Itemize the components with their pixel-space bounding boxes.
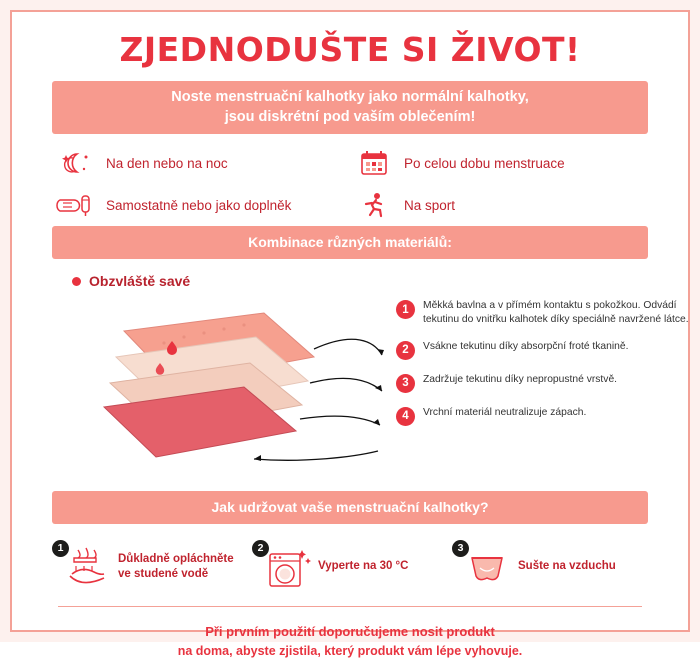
usage-grid [56,148,644,220]
bullet-dot-icon [72,277,81,286]
step-number: 2 [396,341,415,360]
absorbent-label: Obzvláště savé [89,273,191,290]
care-label-rinse-line2: ve studené vodě [118,567,209,580]
usage-item-day-night [56,148,346,178]
usage-label-day-night: Na den nebo na noc [106,155,228,171]
care-label-airdry-line1: Sušte na vzduchu [518,560,616,573]
steps-list [396,299,696,439]
intro-banner-line2: jsou diskrétní pod vaším oblečením! [224,108,476,125]
care-label-rinse [118,552,234,582]
care-label-wash [318,559,408,574]
poster-frame [10,10,690,658]
calendar-icon [354,148,394,178]
step-number: 1 [396,300,415,319]
intro-banner [52,81,648,134]
care-label-wash-line1: Vyperte na 30 °C [318,560,409,573]
layers-illustration [64,291,394,481]
runner-icon [354,190,394,220]
care-item-airdry [452,540,648,594]
usage-label-alone-or-complement: Samostatně nebo jako doplněk [106,197,292,213]
step-number: 3 [396,374,415,393]
care-item-wash [252,540,448,594]
absorbent-note [72,273,666,289]
footer-line2: na doma, abyste zjistila, který produkt vám lépe vyhovuje. [177,643,523,658]
footer-note [34,623,666,660]
usage-item-alone-or-complement [56,190,346,220]
care-grid [52,540,648,594]
footer-line1: Při prvním použití doporučujeme nosit produkt [205,623,495,639]
care-banner-wrap [34,491,666,524]
usage-item-sport [354,190,644,220]
care-number: 1 [52,540,69,557]
care-banner: Jak udržovat vaše menstruační kalhotky? [52,491,648,524]
care-label-rinse-line1: Důkladně opláchněte [118,552,234,565]
step-text: Vsákne tekutinu díky absorpční froté tkanině. [423,340,629,352]
step-text: Měkká bavlna a v přímém kontaktu s pokožkou. Odvádí tekutinu do vnitřku kalhotek díky speciálně navržené látce. [423,300,689,325]
step-text: Zadržuje tekutinu díky nepropustné vrstvě. [423,373,618,385]
care-number: 2 [252,540,269,557]
step-item [396,299,696,327]
step-item [396,340,696,360]
step-text: Vrchní materiál neutralizuje zápach. [423,406,587,418]
hand-rinse-icon [52,540,110,594]
layers-diagram [34,291,689,491]
materials-banner: Kombinace různých materiálů: [52,226,648,259]
washing-machine-icon [252,540,310,594]
intro-banner-line1: Noste menstruační kalhotky jako normální kalhotky, [171,89,529,105]
pad-tampon-icon [56,190,96,220]
moon-star-icon [56,148,96,178]
care-item-rinse [52,540,248,594]
care-label-airdry [518,559,616,574]
usage-label-sport: Na sport [404,197,456,213]
panties-dry-icon [452,540,510,594]
care-number: 3 [452,540,469,557]
usage-label-whole-period: Po celou dobu menstruace [404,155,565,171]
step-item [396,406,696,426]
step-item [396,373,696,393]
step-number: 4 [396,407,415,426]
usage-item-whole-period [354,148,644,178]
footer-divider [58,606,642,607]
materials-banner-wrap [34,226,666,259]
intro-banner-wrap [34,81,666,134]
page-title: ZJEDNODUŠTE SI ŽIVOT! [119,30,581,69]
